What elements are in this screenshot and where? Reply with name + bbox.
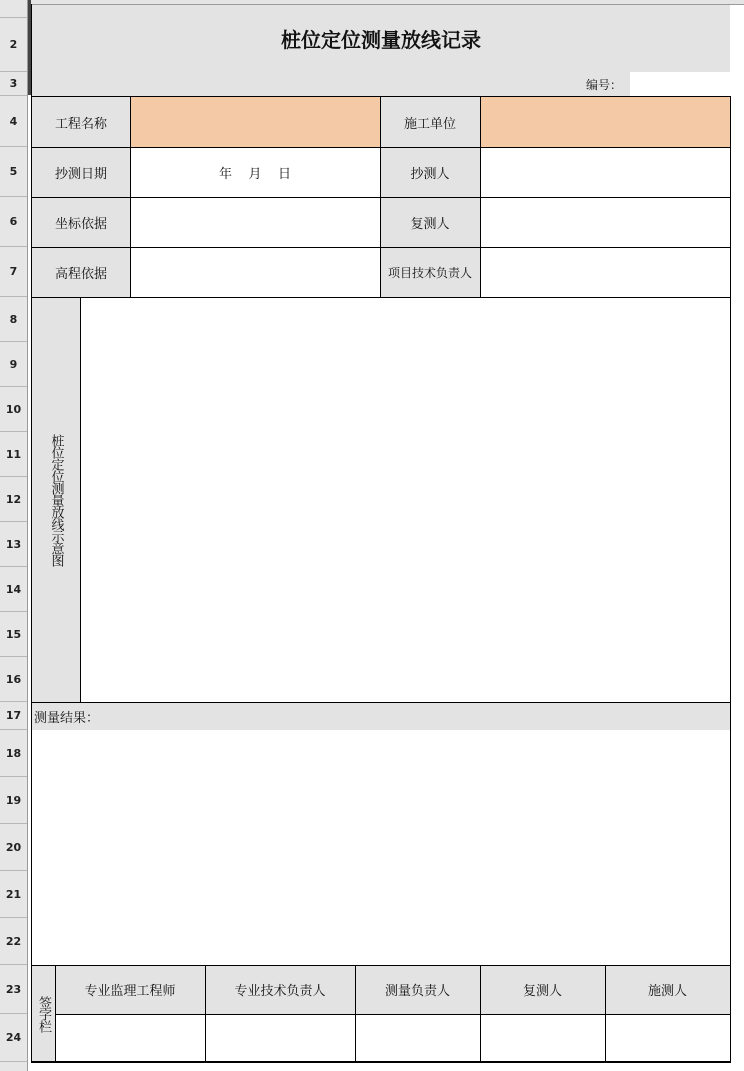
border-line xyxy=(355,965,356,1062)
border-line xyxy=(31,965,731,966)
border-line xyxy=(480,97,481,297)
coordinate-basis-label: 坐标依据 xyxy=(32,197,130,247)
border-line xyxy=(380,97,381,297)
row-header[interactable]: 12 xyxy=(0,477,27,522)
signature-side-label xyxy=(32,965,55,1062)
project-name-label: 工程名称 xyxy=(32,97,130,147)
border-line xyxy=(31,297,731,298)
border-line xyxy=(130,97,131,297)
row-header[interactable]: 8 xyxy=(0,297,27,342)
border-line xyxy=(31,4,32,1062)
construction-unit-label: 施工单位 xyxy=(380,97,480,147)
row-header[interactable]: 4 xyxy=(0,96,27,147)
construction-unit-input[interactable] xyxy=(480,97,730,147)
serial-number-label: 编号： xyxy=(32,72,630,97)
border-line xyxy=(205,965,206,1062)
signature-label-text: 签字栏 xyxy=(36,995,51,1032)
diagram-side-label xyxy=(32,297,80,702)
signature-input-tech-lead[interactable] xyxy=(205,1014,355,1062)
measurement-result-label: 测量结果： xyxy=(32,702,730,730)
border-line xyxy=(80,297,81,702)
coordinate-basis-input[interactable] xyxy=(130,197,380,247)
diagram-area[interactable] xyxy=(80,297,730,702)
row-header[interactable]: 20 xyxy=(0,824,27,871)
signature-input-rechecker[interactable] xyxy=(480,1014,605,1062)
signature-header-rechecker: 复测人 xyxy=(480,965,605,1014)
row-header[interactable]: 7 xyxy=(0,247,27,297)
row-header[interactable]: 16 xyxy=(0,657,27,702)
row-header[interactable]: 14 xyxy=(0,567,27,612)
row-header[interactable]: 6 xyxy=(0,197,27,247)
row-header[interactable]: 13 xyxy=(0,522,27,567)
border-line xyxy=(31,1061,731,1063)
signature-input-supervising-engineer[interactable] xyxy=(55,1014,205,1062)
copy-date-label: 抄测日期 xyxy=(32,147,130,197)
tech-lead-label: 项目技术负责人 xyxy=(380,247,480,297)
border-line xyxy=(31,96,731,97)
row-header[interactable]: 5 xyxy=(0,147,27,197)
row-header[interactable]: 24 xyxy=(0,1014,27,1062)
row-header[interactable]: 17 xyxy=(0,702,27,730)
row-header[interactable]: 22 xyxy=(0,918,27,965)
border-line xyxy=(480,965,481,1062)
border-line xyxy=(730,97,731,1062)
border-line xyxy=(55,1014,731,1015)
row-header[interactable]: 19 xyxy=(0,777,27,824)
signature-header-survey-lead: 测量负责人 xyxy=(355,965,480,1014)
signature-header-supervising-engineer: 专业监理工程师 xyxy=(55,965,205,1014)
rechecker-input[interactable] xyxy=(480,197,730,247)
diagram-label-text: 桩位定位测量放线示意图 xyxy=(48,433,64,566)
rechecker-label: 复测人 xyxy=(380,197,480,247)
project-name-input[interactable] xyxy=(130,97,380,147)
border-line xyxy=(605,965,606,1062)
copy-date-input[interactable]: 年 月 日 xyxy=(130,147,380,197)
copier-input[interactable] xyxy=(480,147,730,197)
row-header-bar xyxy=(0,0,28,1071)
row-header[interactable]: 10 xyxy=(0,387,27,432)
border-line xyxy=(31,147,731,148)
row-header[interactable]: 18 xyxy=(0,730,27,777)
row-header[interactable]: 9 xyxy=(0,342,27,387)
row-header[interactable]: 23 xyxy=(0,965,27,1014)
row-header[interactable]: 15 xyxy=(0,612,27,657)
row-header[interactable]: 3 xyxy=(0,72,27,96)
serial-number-input[interactable] xyxy=(630,72,730,97)
row-header[interactable]: 2 xyxy=(0,18,27,72)
border-line xyxy=(31,247,731,248)
signature-input-surveyor[interactable] xyxy=(605,1014,730,1062)
copier-label: 抄测人 xyxy=(380,147,480,197)
measurement-result-area[interactable] xyxy=(32,730,730,965)
tech-lead-input[interactable] xyxy=(480,247,730,297)
row-header[interactable]: 21 xyxy=(0,871,27,918)
signature-header-surveyor: 施测人 xyxy=(605,965,730,1014)
elevation-basis-label: 高程依据 xyxy=(32,247,130,297)
page-title: 桩位定位测量放线记录 xyxy=(32,5,730,72)
row-header-1[interactable] xyxy=(0,0,27,18)
elevation-basis-input[interactable] xyxy=(130,247,380,297)
border-line xyxy=(31,702,731,703)
signature-input-survey-lead[interactable] xyxy=(355,1014,480,1062)
border-line xyxy=(55,965,56,1062)
row-header[interactable]: 11 xyxy=(0,432,27,477)
signature-header-tech-lead: 专业技术负责人 xyxy=(205,965,355,1014)
border-line xyxy=(31,197,731,198)
